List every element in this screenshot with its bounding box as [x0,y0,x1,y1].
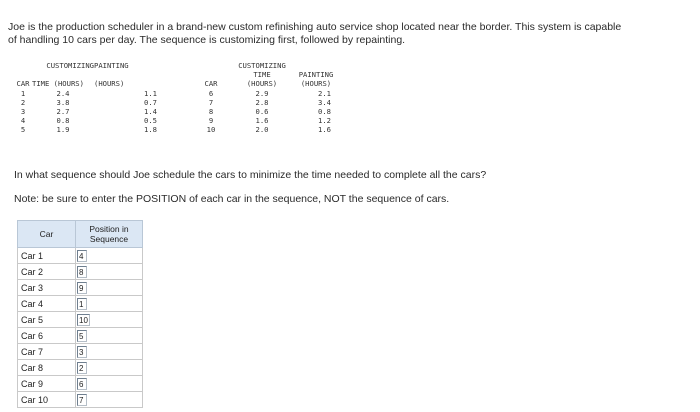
question-text: In what sequence should Joe schedule the cars to minimize the time needed to complete all the cars? [14,169,487,181]
right-painting-cell: 1.6 [318,125,331,135]
car-label: Car 3 [18,280,76,296]
left-customizing-header-1: CUSTOMIZING [46,61,94,70]
left-customizing-cell: 3.8 [56,97,70,107]
answer-row [18,248,143,264]
position-cell [76,264,143,280]
car-label: Car 8 [18,360,76,376]
left-car-cell: 3 [20,107,26,117]
right-painting-cell: 0.8 [318,107,331,117]
car-label: Car 9 [18,376,76,392]
car-label: Car 2 [18,264,76,280]
left-customizing-header-3: (HOURS) [53,79,84,89]
right-customizing-cell: 2.9 [255,88,269,98]
spacer [169,98,191,107]
right-customizing-cell: 2.8 [255,97,269,107]
answer-row [18,392,143,408]
position-cell [76,328,143,344]
left-customizing-cell: 2.4 [56,88,70,98]
answer-row [18,360,143,376]
left-painting-cell: 1.8 [144,125,157,135]
left-painting-header-2: (HOURS) [94,79,125,89]
car-label: Car 1 [18,248,76,264]
left-car-cell: 4 [20,116,26,126]
left-customizing-cell: 0.8 [56,116,70,126]
left-car-label: CAR [16,79,30,89]
right-car-cell: 10 [206,125,216,135]
right-car-label: CAR [204,79,218,89]
car-label: Car 10 [18,392,76,408]
left-customizing-header-2: TIME [32,79,50,89]
position-cell [76,280,143,296]
right-car-cell: 7 [208,97,214,107]
left-car-cell: 2 [20,97,26,107]
car-label: Car 6 [18,328,76,344]
right-painting-cell: 2.1 [318,88,331,98]
car-column-header: Car [18,221,76,248]
right-customizing-cell: 1.6 [255,116,269,126]
position-column-header: Position in Sequence [76,221,143,248]
right-customizing-cell: 0.6 [255,107,269,117]
spacer [169,116,191,125]
data-row [14,125,339,134]
left-painting-cell: 1.4 [144,107,157,117]
position-cell [76,312,143,328]
note-text: Note: be sure to enter the POSITION of each car in the sequence, NOT the sequence of cars. [14,193,450,205]
data-row [14,107,339,116]
position-input[interactable]: 9 [77,282,87,294]
left-car-cell: 1 [20,88,26,98]
right-customizing-header-2: TIME [253,70,271,80]
position-input[interactable]: 10 [79,315,88,325]
answer-table [17,220,143,408]
spacer [169,107,191,116]
position-cell [76,360,143,376]
answer-row [18,264,143,280]
answer-row [18,376,143,392]
left-car-header [14,61,32,70]
right-customizing-cell: 2.0 [255,125,269,135]
data-row [14,98,339,107]
position-cell [76,248,143,264]
right-painting-header-1: PAINTING [298,70,334,80]
position-cell [76,376,143,392]
data-row [14,116,339,125]
position-input[interactable]: 3 [77,346,87,358]
problem-intro [8,21,692,47]
right-car-cell: 6 [208,88,214,98]
right-customizing-header-1: CUSTOMIZING [238,61,286,70]
left-painting-cell: 0.7 [144,97,157,107]
answer-row [18,312,143,328]
answer-row [18,296,143,312]
left-painting-cell: 1.1 [144,88,157,98]
answer-row [18,328,143,344]
right-car-cell: 8 [208,107,214,117]
car-label: Car 4 [18,296,76,312]
left-car-cell: 5 [20,125,26,135]
position-cell [76,392,143,408]
position-cell [76,296,143,312]
left-customizing-cell: 1.9 [56,125,70,135]
processing-times-table [14,61,339,135]
position-input[interactable]: 1 [77,298,87,310]
spacer [169,89,191,98]
car-label: Car 7 [18,344,76,360]
intro-line-1: Joe is the production scheduler in a brand-new custom refinishing auto service shop located near the border. This system is capable [8,21,622,33]
position-input[interactable]: 5 [77,330,87,342]
right-painting-header-2: (HOURS) [300,79,332,89]
answer-row [18,344,143,360]
right-painting-cell: 1.2 [318,116,331,126]
position-input[interactable]: 4 [77,250,87,262]
answer-row [18,280,143,296]
left-painting-cell: 0.5 [144,116,157,126]
left-painting-header-1: PAINTING [94,61,129,70]
right-car-cell: 9 [208,116,214,126]
car-label: Car 5 [18,312,76,328]
data-row [14,89,339,98]
position-input[interactable]: 7 [77,394,87,406]
right-painting-cell: 3.4 [318,97,331,107]
position-cell [76,344,143,360]
position-input[interactable]: 2 [77,362,87,374]
right-customizing-header-3: (HOURS) [246,79,278,89]
position-input[interactable]: 8 [77,266,87,278]
position-input[interactable]: 6 [77,378,87,390]
intro-line-2: of handling 10 cars per day. The sequence is customizing first, followed by repainting. [8,34,406,46]
spacer [169,125,191,134]
left-customizing-cell: 2.7 [56,107,70,117]
